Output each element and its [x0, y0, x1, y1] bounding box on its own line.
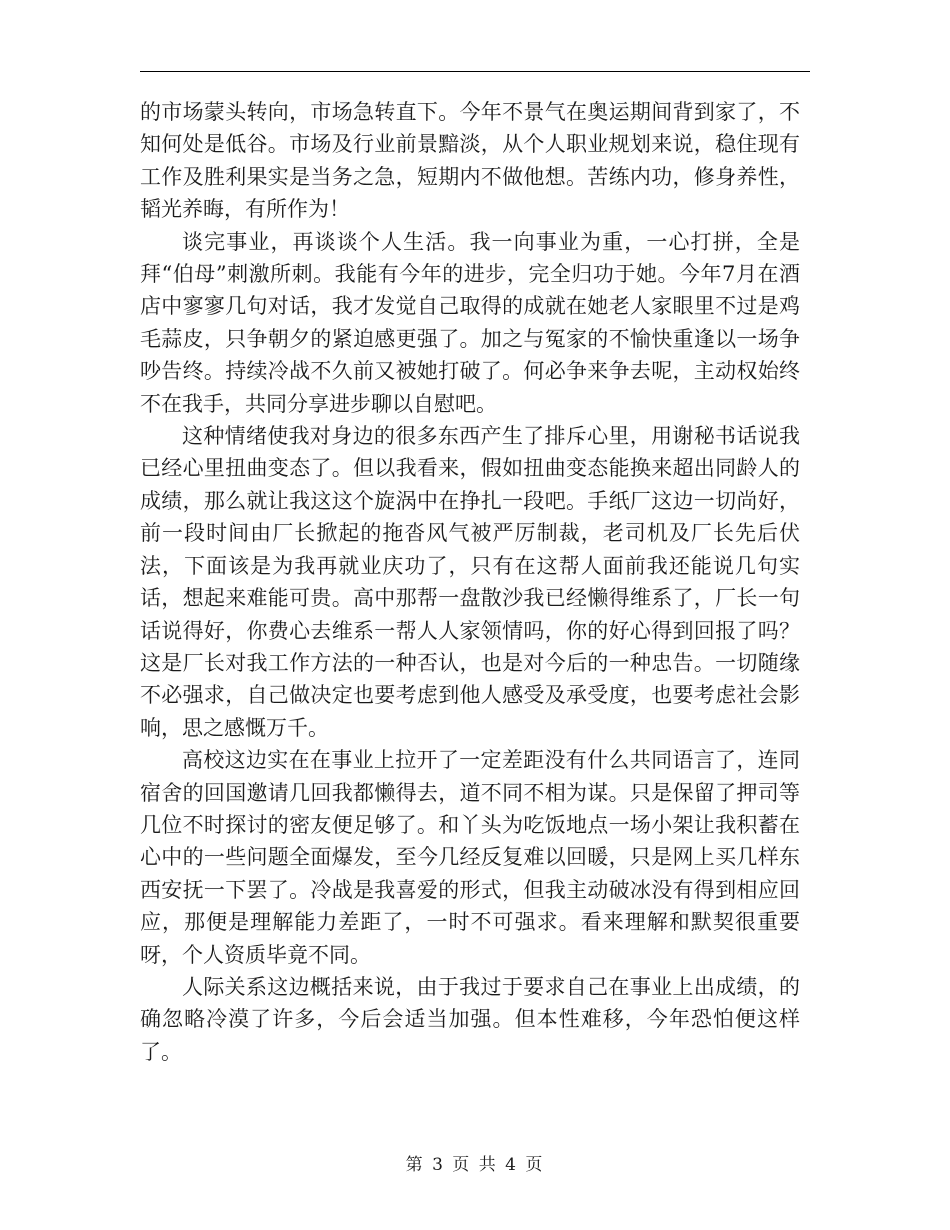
paragraph-5: 人际关系这边概括来说，由于我过于要求自己在事业上出成绩，的确忽略冷漠了许多，今后会适当加强。但本性难移，今年恐怕便这样了。 — [140, 974, 800, 1064]
paragraph-1: 的市场蒙头转向，市场急转直下。今年不景气在奥运期间背到家了，不知何处是低谷。市场及行业前景黯淡，从个人职业规划来说，稳住现有工作及胜利果实是当务之急，短期内不做他想。苦练内功，修身养性，韬光养晦，有所作为！ — [140, 100, 800, 222]
document-body — [140, 96, 800, 1068]
page-number-footer: 第 3 页 共 4 页 — [405, 1155, 545, 1175]
header-rule — [140, 71, 810, 72]
paragraph-2: 谈完事业，再谈谈个人生活。我一向事业为重，一心打拼，全是拜“伯母”刺激所刺。我能有今年的进步，完全归功于她。今年7月在酒店中寥寥几句对话，我才发觉自己取得的成就在她老人家眼里不过是鸡毛蒜皮，只争朝夕的紧迫感更强了。加之与冤家的不愉快重逢以一场争吵告终。持续冷战不久前又被她打破了。何必争来争去呢，主动权始终不在我手，共同分享进步聊以自慰吧。 — [140, 229, 800, 416]
paragraph-4: 高校这边实在在事业上拉开了一定差距没有什么共同语言了，连同宿舍的回国邀请几回我都懒得去，道不同不相为谋。只是保留了押司等几位不时探讨的密友便足够了。和丫头为吃饭地点一场小架让我积蓄在心中的一些问题全面爆发，至今几经反复难以回暖，只是网上买几样东西安抚一下罢了。冷战是我喜爱的形式，但我主动破冰没有得到相应回应，那便是理解能力差距了，一时不可强求。看来理解和默契很重要呀，个人资质毕竟不同。 — [140, 748, 800, 967]
paragraph-3: 这种情绪使我对身边的很多东西产生了排斥心里，用谢秘书话说我已经心里扭曲变态了。但以我看来，假如扭曲变态能换来超出同龄人的成绩，那么就让我这这个旋涡中在挣扎一段吧。手纸厂这边一切尚好，前一段时间由厂长掀起的拖沓风气被严厉制裁，老司机及厂长先后伏法，下面该是为我再就业庆功了，只有在这帮人面前我还能说几句实话，想起来难能可贵。高中那帮一盘散沙我已经懒得维系了，厂长一句话说得好，你费心去维系一帮人人家领情吗，你的好心得到回报了吗？这是厂长对我工作方法的一种否认，也是对今后的一种忠告。一切随缘不必强求，自己做决定也要考虑到他人感受及承受度，也要考虑社会影响，思之感慨万千。 — [140, 424, 800, 740]
